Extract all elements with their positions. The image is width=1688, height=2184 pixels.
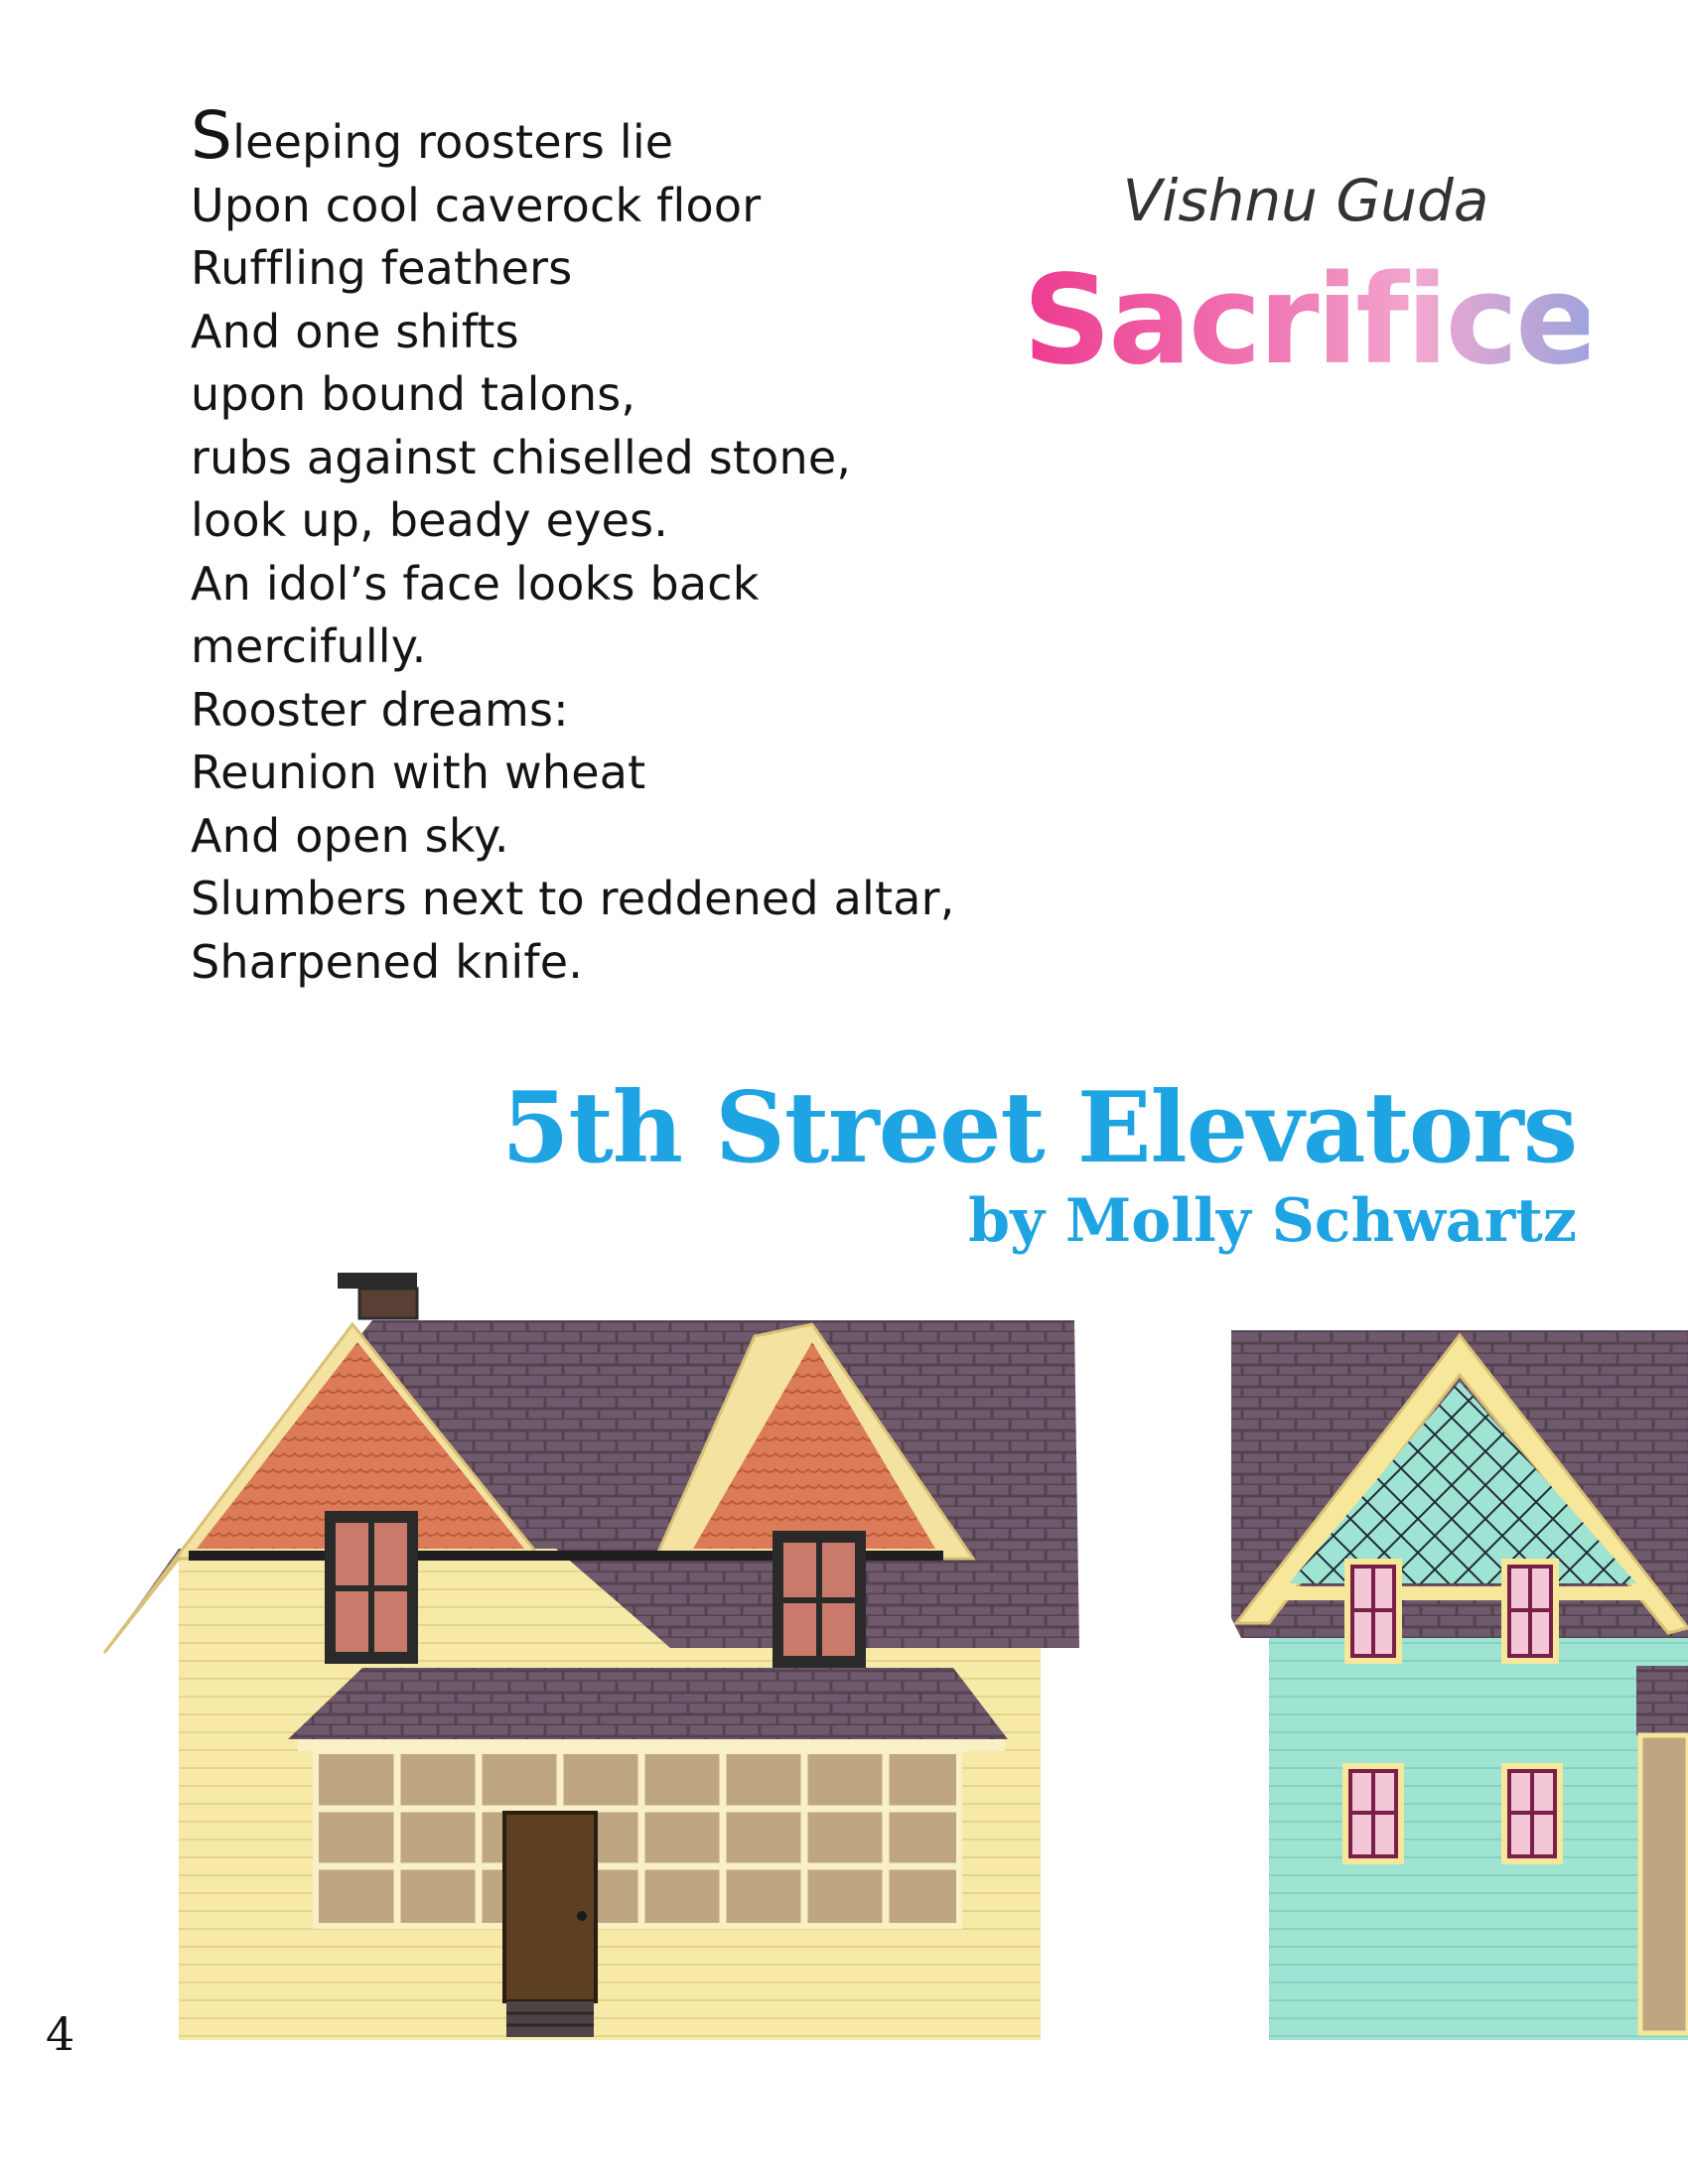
artwork-title: 5th Street Elevators bbox=[501, 1071, 1577, 1185]
poem-first-line-rest: leeping roosters lie bbox=[232, 115, 674, 169]
poem-author: Vishnu Guda bbox=[1122, 167, 1489, 234]
houses-illustration bbox=[0, 1251, 1688, 2075]
poem-line bbox=[191, 97, 1005, 175]
poem-line: Rooster dreams: bbox=[191, 682, 569, 737]
yellow-house bbox=[104, 1273, 1079, 2040]
poem-line: mercifully. bbox=[191, 619, 427, 673]
poem-line: look up, beady eyes. bbox=[191, 493, 669, 547]
poem-line: rubs against chiselled stone, bbox=[191, 430, 852, 484]
poem-line: And one shifts bbox=[191, 304, 519, 358]
poem-line: An idol’s face looks back bbox=[191, 556, 760, 611]
teal-house bbox=[1231, 1330, 1688, 2040]
poem-text bbox=[191, 97, 1005, 994]
poem-line: Upon cool caverock floor bbox=[191, 178, 762, 232]
poem-line: Slumbers next to reddened altar, bbox=[191, 872, 955, 925]
poem-line: Ruffling feathers bbox=[191, 241, 573, 295]
artwork-byline: by Molly Schwartz bbox=[968, 1186, 1577, 1256]
poem-line: upon bound talons, bbox=[191, 367, 636, 421]
drop-cap: S bbox=[191, 97, 233, 174]
poem-title: Sacrifice bbox=[1023, 249, 1597, 392]
poem-line: Reunion with wheat bbox=[191, 746, 646, 799]
poem-line: Sharpened knife. bbox=[191, 934, 584, 989]
page-number: 4 bbox=[46, 2007, 75, 2061]
poem-line: And open sky. bbox=[191, 808, 509, 863]
